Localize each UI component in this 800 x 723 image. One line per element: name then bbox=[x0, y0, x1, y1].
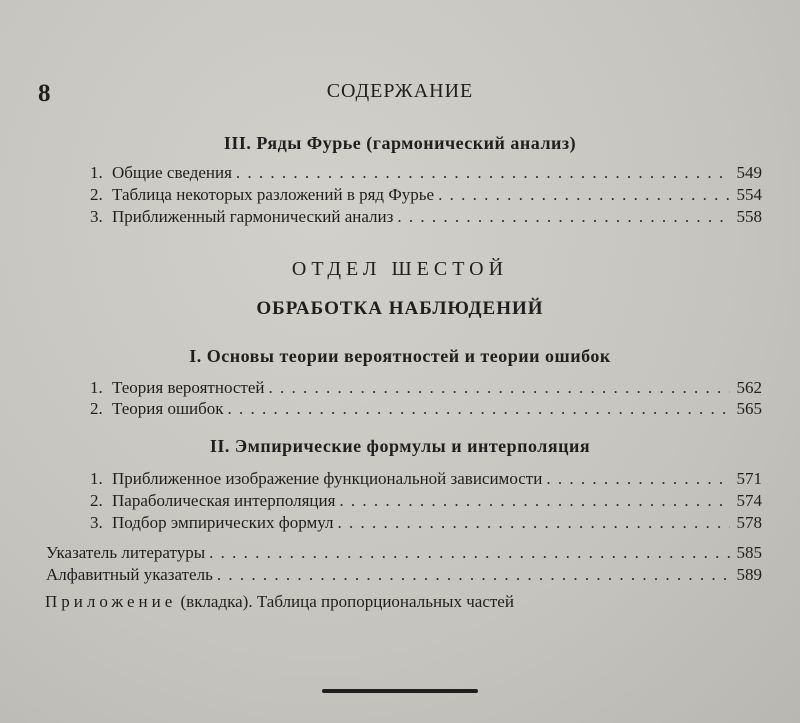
dot-leader bbox=[339, 491, 730, 511]
appendix-line bbox=[45, 592, 514, 612]
entry-page: 578 bbox=[736, 513, 762, 532]
entry-page: 558 bbox=[736, 207, 762, 226]
toc-entry bbox=[90, 185, 762, 205]
entry-page: 549 bbox=[736, 163, 762, 182]
entry-title: Таблица некоторых разложений в ряд Фурье bbox=[112, 185, 435, 204]
entry-number: 3. bbox=[90, 207, 103, 226]
entry-page: 571 bbox=[736, 469, 762, 488]
entry-title: Указатель литературы bbox=[46, 543, 206, 562]
section-heading-probability: I. Основы теории вероятностей и теории ошибок bbox=[189, 346, 611, 366]
appendix-label: Приложение bbox=[45, 592, 177, 611]
toc-entry bbox=[90, 207, 762, 227]
dot-leader bbox=[337, 513, 730, 533]
entry-title: Параболическая интерполяция bbox=[112, 491, 336, 510]
dot-leader bbox=[236, 163, 730, 183]
section-heading-fourier: III. Ряды Фурье (гармонический анализ) bbox=[223, 133, 577, 153]
dot-leader bbox=[546, 469, 730, 489]
dot-leader bbox=[228, 399, 730, 419]
entry-title: Алфавитный указатель bbox=[46, 565, 213, 584]
toc-entry bbox=[90, 469, 762, 489]
entry-number: 1. bbox=[90, 163, 103, 182]
entry-number: 2. bbox=[90, 399, 103, 418]
entry-title: Приближенное изображение функциональной зависимости bbox=[112, 469, 543, 488]
division-label: ОТДЕЛ ШЕСТОЙ bbox=[291, 258, 509, 280]
entry-number: 1. bbox=[90, 469, 103, 488]
entry-title: Теория ошибок bbox=[112, 399, 224, 418]
entry-title: Общие сведения bbox=[112, 163, 232, 182]
entry-number: 1. bbox=[90, 378, 103, 397]
dot-leader bbox=[217, 565, 730, 585]
division-title: ОБРАБОТКА НАБЛЮДЕНИЙ bbox=[256, 298, 544, 319]
entry-page: 562 bbox=[736, 378, 762, 397]
toc-entry-index bbox=[46, 543, 762, 563]
section-heading-empirical: II. Эмпирические формулы и интерполяция bbox=[209, 436, 591, 456]
entry-number: 2. bbox=[90, 491, 103, 510]
toc-entry bbox=[90, 491, 762, 511]
end-ornament bbox=[322, 689, 478, 693]
toc-entry bbox=[90, 399, 762, 419]
entry-page: 554 bbox=[736, 185, 762, 204]
toc-entry bbox=[90, 513, 762, 533]
entry-title: Теория вероятностей bbox=[112, 378, 265, 397]
entry-number: 2. bbox=[90, 185, 103, 204]
dot-leader bbox=[269, 378, 731, 398]
toc-entry bbox=[90, 378, 762, 398]
page-number: 8 bbox=[38, 80, 51, 107]
dot-leader bbox=[209, 543, 730, 563]
toc-entry-index bbox=[46, 565, 762, 585]
dot-leader bbox=[438, 185, 730, 205]
entry-page: 565 bbox=[736, 399, 762, 418]
appendix-text: (вкладка). Таблица пропорциональных частей bbox=[180, 592, 514, 611]
toc-entry bbox=[90, 163, 762, 183]
dot-leader bbox=[397, 207, 730, 227]
running-head: СОДЕРЖАНИЕ bbox=[326, 80, 474, 102]
entry-title: Приближенный гармонический анализ bbox=[112, 207, 394, 226]
entry-page: 574 bbox=[736, 491, 762, 510]
entry-page: 589 bbox=[736, 565, 762, 584]
entry-page: 585 bbox=[736, 543, 762, 562]
entry-title: Подбор эмпирических формул bbox=[112, 513, 334, 532]
entry-number: 3. bbox=[90, 513, 103, 532]
